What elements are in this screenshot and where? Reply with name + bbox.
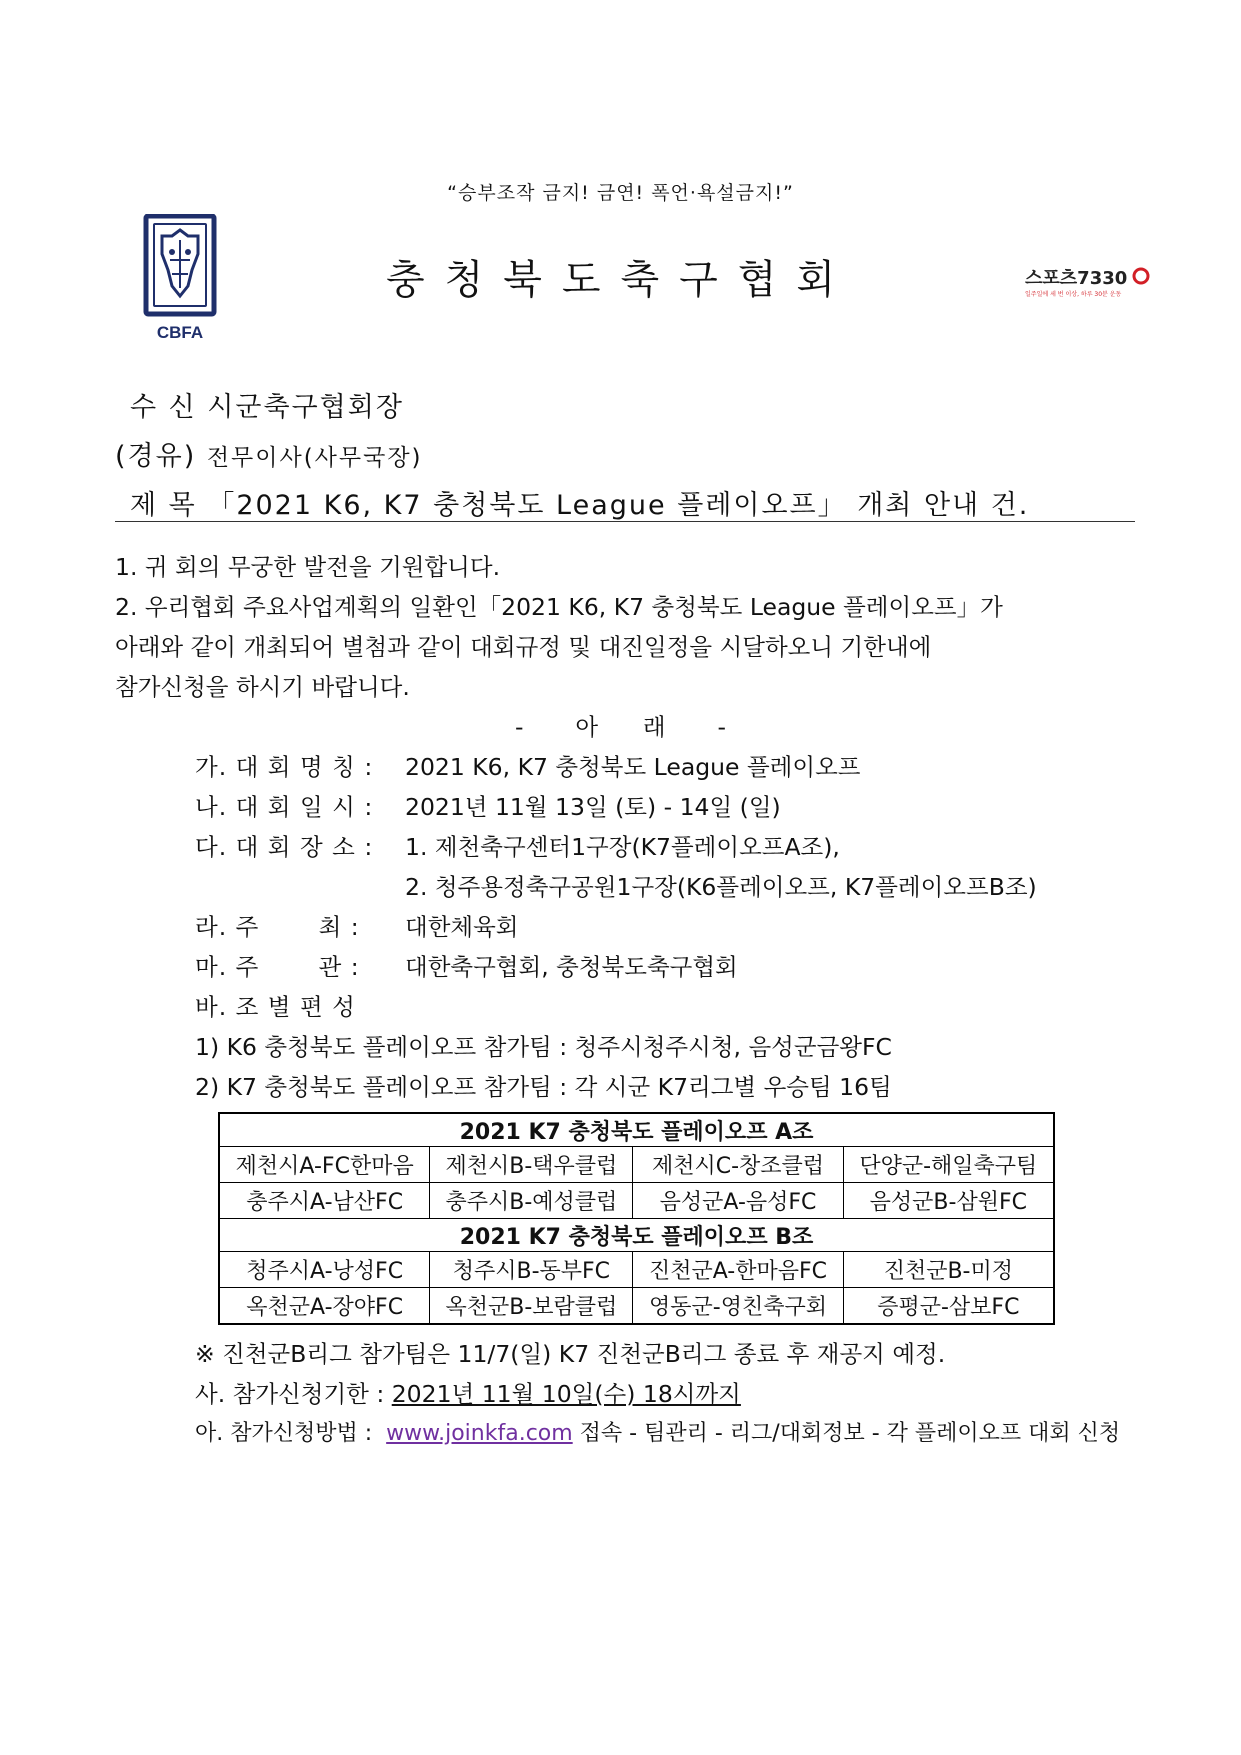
method-line — [195, 1414, 1120, 1454]
below-heading-a: 아 — [575, 713, 599, 741]
detail-item — [195, 947, 738, 987]
detail-label: 나. 대 회 일 시 : — [195, 793, 374, 821]
team-cell: 충주시B-예성클럽 — [430, 1183, 633, 1219]
teams-line-k7: 2) K7 충청북도 플레이오프 참가팀 : 각 시군 K7리그별 우승팀 16팀 — [195, 1073, 892, 1101]
via-value: 전무이사(사무국장) — [206, 445, 423, 471]
team-cell: 영동군-영친축구회 — [633, 1288, 843, 1325]
recipient-line: 수 신 시군축구협회장 — [130, 392, 404, 423]
group-a-title: 2021 K7 충청북도 플레이오프 A조 — [219, 1113, 1054, 1147]
header-divider — [115, 521, 1135, 522]
team-cell: 제천시B-택우클럽 — [430, 1147, 633, 1183]
detail-item — [195, 787, 781, 827]
detail-item — [195, 867, 1037, 907]
team-cell: 제천시C-창조클럽 — [633, 1147, 843, 1183]
team-cell: 충주시A-남산FC — [219, 1183, 430, 1219]
detail-item — [195, 907, 519, 947]
below-heading — [0, 707, 1241, 747]
below-heading-dash-right: - — [717, 713, 726, 741]
detail-item — [195, 987, 405, 1027]
via-label: (경유) — [115, 441, 197, 472]
detail-item — [195, 747, 860, 787]
below-heading-dash-left: - — [515, 713, 524, 741]
sports7330-logo-text: 스포츠7330 — [1025, 268, 1128, 289]
deadline-line — [195, 1374, 741, 1414]
table-row — [219, 1147, 1054, 1183]
cbfa-logo-text: CBFA — [156, 323, 204, 342]
organization-title: 충청북도축구협회 — [385, 257, 856, 303]
team-cell: 제천시A-FC한마음 — [219, 1147, 430, 1183]
team-cell: 음성군B-삼원FC — [843, 1183, 1054, 1219]
table-row — [219, 1183, 1054, 1219]
team-cell: 청주시B-동부FC — [430, 1252, 633, 1288]
sports7330-tagline: 일주일에 세 번 이상, 하루 30분 운동 — [1025, 291, 1122, 298]
team-cell: 음성군A-음성FC — [633, 1183, 843, 1219]
detail-label: 라. 주 최 : — [195, 913, 360, 941]
detail-label: 가. 대 회 명 칭 : — [195, 753, 374, 781]
teams-line-k6: 1) K6 충청북도 플레이오프 참가팀 : 청주시청주시청, 음성군금왕FC — [195, 1033, 892, 1061]
joinkfa-link[interactable]: www.joinkfa.com — [386, 1421, 573, 1446]
team-cell: 옥천군A-장야FC — [219, 1288, 430, 1325]
detail-label: 다. 대 회 장 소 : — [195, 833, 374, 861]
group-b-title: 2021 K7 충청북도 플레이오프 B조 — [219, 1219, 1054, 1252]
slogan: “승부조작 금지! 금연! 폭언·욕설금지!” — [447, 182, 794, 204]
table-row — [219, 1252, 1054, 1288]
method-rest: 접속 - 팀관리 - 리그/대회정보 - 각 플레이오프 대회 신청 — [572, 1421, 1121, 1446]
paragraph-2-line-3: 참가신청을 하시기 바랍니다. — [115, 673, 410, 701]
team-cell: 진천군B-미정 — [843, 1252, 1054, 1288]
detail-item — [195, 827, 840, 867]
group-table — [218, 1112, 1055, 1325]
detail-value: 1. 제천축구센터1구장(K7플레이오프A조), — [405, 833, 840, 861]
detail-value: 대한체육회 — [405, 913, 519, 941]
via-line — [115, 434, 423, 473]
paragraph-2-line-2: 아래와 같이 개최되어 별첨과 같이 대회규정 및 대진일정을 시달하오니 기한내에 — [115, 633, 932, 661]
team-cell: 청주시A-낭성FC — [219, 1252, 430, 1288]
detail-value: 대한축구협회, 충청북도축구협회 — [405, 953, 738, 981]
team-cell: 단양군-해일축구팀 — [843, 1147, 1054, 1183]
detail-label: 바. 조 별 편 성 — [195, 993, 356, 1021]
detail-label: 마. 주 관 : — [195, 953, 360, 981]
detail-value: 2021 K6, K7 충청북도 League 플레이오프 — [405, 753, 861, 781]
below-heading-rae: 래 — [642, 713, 666, 741]
notice-note: ※ 진천군B리그 참가팀은 11/7(일) K7 진천군B리그 종료 후 재공지 예정. — [195, 1340, 946, 1368]
table-row — [219, 1288, 1054, 1325]
deadline-value: 2021년 11월 10일(수) 18시까지 — [391, 1380, 741, 1408]
detail-value: 2021년 11월 13일 (토) - 14일 (일) — [405, 793, 781, 821]
paragraph-2-line-1: 2. 우리협회 주요사업계획의 일환인「2021 K6, K7 충청북도 League 플레이오프」가 — [115, 593, 1003, 621]
team-cell: 증평군-삼보FC — [843, 1288, 1054, 1325]
subject-line: 제 목 「2021 K6, K7 충청북도 League 플레이오프」 개최 안내 건. — [130, 490, 1030, 521]
team-cell: 옥천군B-보람클럽 — [430, 1288, 633, 1325]
paragraph-1: 1. 귀 회의 무궁한 발전을 기원합니다. — [115, 553, 501, 581]
sports7330-logo — [1025, 262, 1155, 302]
deadline-label: 사. 참가신청기한 : — [195, 1380, 385, 1408]
method-label: 아. 참가신청방법 : — [195, 1421, 373, 1446]
team-cell: 진천군A-한마음FC — [633, 1252, 843, 1288]
detail-value: 2. 청주용정축구공원1구장(K6플레이오프, K7플레이오프B조) — [405, 873, 1037, 901]
